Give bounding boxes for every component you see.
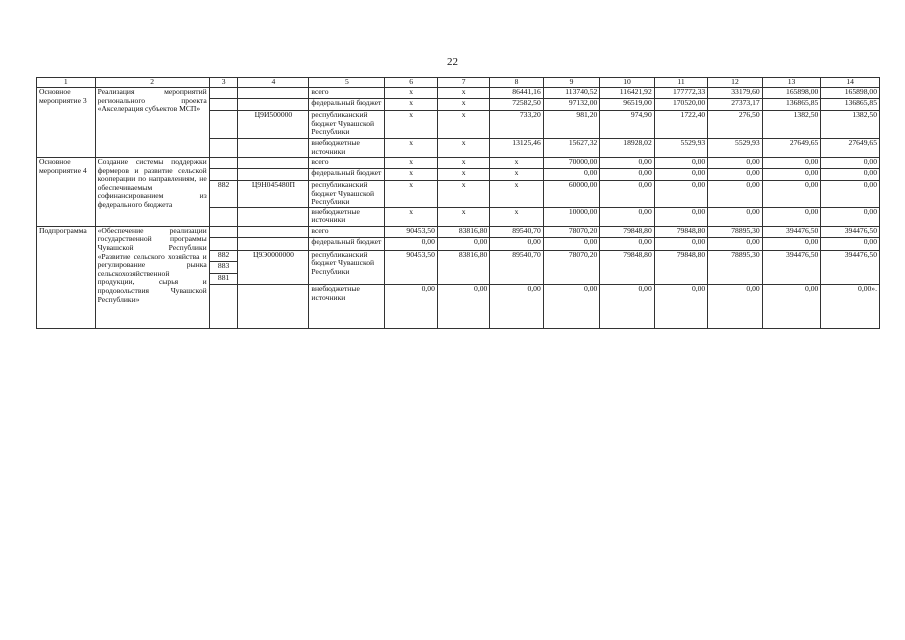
value-cell: 0,00	[708, 207, 762, 226]
budget-code-cell: Ц9Н045480П	[238, 181, 309, 208]
table-row	[37, 158, 880, 169]
value-cell: x	[437, 88, 489, 99]
value-cell: 394476,50	[762, 250, 821, 285]
admin-code-cell	[209, 99, 238, 111]
value-cell: 0,00	[708, 158, 762, 169]
budget-table	[36, 77, 880, 329]
value-cell: 116421,92	[600, 88, 654, 99]
funding-source-cell: республиканский бюджет Чувашской Республики	[309, 181, 385, 208]
value-cell: 165898,00	[762, 88, 821, 99]
admin-code-cell	[209, 88, 238, 99]
value-cell: x	[385, 99, 437, 111]
value-cell: x	[437, 111, 489, 139]
value-cell: x	[490, 169, 543, 181]
measure-description-cell: Создание системы поддержки фермеров и развитие сельской кооперации по направлениям, не обеспечиваемым софинансированием из федерального бюджета	[95, 158, 209, 227]
value-cell: 5529,93	[654, 139, 707, 158]
value-cell: 0,00	[490, 285, 543, 329]
value-cell: x	[385, 181, 437, 208]
value-cell: 1382,50	[821, 111, 880, 139]
budget-code-cell	[238, 99, 309, 111]
value-cell: 10000,00	[543, 207, 600, 226]
value-cell: x	[385, 158, 437, 169]
value-cell: 0,00	[708, 237, 762, 250]
value-cell: 276,50	[708, 111, 762, 139]
value-cell: 0,00».	[821, 285, 880, 329]
value-cell: 0,00	[543, 237, 600, 250]
value-cell: x	[490, 181, 543, 208]
header-cell: 5	[309, 78, 385, 88]
table-row	[37, 88, 880, 99]
value-cell: 96519,00	[600, 99, 654, 111]
header-cell: 10	[600, 78, 654, 88]
header-cell: 6	[385, 78, 437, 88]
admin-code: 881	[217, 272, 230, 282]
value-cell: 0,00	[821, 181, 880, 208]
value-cell: 0,00	[762, 285, 821, 329]
value-cell: 0,00	[821, 207, 880, 226]
value-cell: 0,00	[821, 158, 880, 169]
value-cell: 136865,85	[762, 99, 821, 111]
admin-code-cell	[209, 207, 238, 226]
value-cell: 0,00	[600, 207, 654, 226]
budget-code-cell	[238, 207, 309, 226]
value-cell: 0,00	[437, 285, 489, 329]
value-cell: 165898,00	[821, 88, 880, 99]
value-cell: 136865,85	[821, 99, 880, 111]
value-cell: 83816,80	[437, 226, 489, 237]
funding-source-cell: федеральный бюджет	[309, 99, 385, 111]
value-cell: 0,00	[600, 237, 654, 250]
header-cell: 14	[821, 78, 880, 88]
value-cell: x	[437, 99, 489, 111]
header-cell: 4	[238, 78, 309, 88]
measure-name-cell: Подпрограмма	[37, 226, 96, 329]
value-cell: 0,00	[654, 285, 707, 329]
header-row	[37, 78, 880, 88]
budget-code-cell	[238, 237, 309, 250]
value-cell: 15627,32	[543, 139, 600, 158]
value-cell: 78895,30	[708, 226, 762, 237]
value-cell: 27373,17	[708, 99, 762, 111]
value-cell: 113740,52	[543, 88, 600, 99]
value-cell: x	[385, 207, 437, 226]
budget-code-cell	[238, 88, 309, 99]
funding-source-cell: всего	[309, 226, 385, 237]
budget-code-cell	[238, 226, 309, 237]
value-cell: 0,00	[821, 237, 880, 250]
admin-code-cell	[209, 139, 238, 158]
value-cell: x	[385, 111, 437, 139]
value-cell: 0,00	[762, 181, 821, 208]
value-cell: 79848,80	[654, 250, 707, 285]
header-cell: 2	[95, 78, 209, 88]
value-cell: x	[385, 88, 437, 99]
funding-source-cell: республиканский бюджет Чувашской Республики	[309, 111, 385, 139]
value-cell: 394476,50	[762, 226, 821, 237]
header-cell: 13	[762, 78, 821, 88]
admin-code-cell	[209, 250, 238, 285]
value-cell: 0,00	[762, 169, 821, 181]
value-cell: 0,00	[600, 285, 654, 329]
value-cell: 78895,30	[708, 250, 762, 285]
value-cell: 0,00	[762, 207, 821, 226]
value-cell: 13125,46	[490, 139, 543, 158]
value-cell: 18928,02	[600, 139, 654, 158]
budget-code-cell	[238, 139, 309, 158]
admin-code-cell	[209, 237, 238, 250]
value-cell: 89540,70	[490, 226, 543, 237]
value-cell: 79848,80	[654, 226, 707, 237]
value-cell: 0,00	[600, 158, 654, 169]
header-cell: 1	[37, 78, 96, 88]
value-cell: 0,00	[600, 181, 654, 208]
budget-code-cell: Ц9Э0000000	[238, 250, 309, 285]
header-cell: 8	[490, 78, 543, 88]
value-cell: 0,00	[600, 169, 654, 181]
funding-source-cell: федеральный бюджет	[309, 237, 385, 250]
value-cell: x	[385, 139, 437, 158]
value-cell: 0,00	[762, 158, 821, 169]
admin-code-cell	[209, 226, 238, 237]
value-cell: 78070,20	[543, 250, 600, 285]
table-row	[37, 226, 880, 237]
funding-source-cell: республиканский бюджет Чувашской Республики	[309, 250, 385, 285]
value-cell: 394476,50	[821, 250, 880, 285]
value-cell: 0,00	[762, 237, 821, 250]
value-cell: x	[437, 158, 489, 169]
value-cell: 1382,50	[762, 111, 821, 139]
value-cell: 0,00	[654, 169, 707, 181]
value-cell: 33179,60	[708, 88, 762, 99]
value-cell: 86441,16	[490, 88, 543, 99]
value-cell: 78070,20	[543, 226, 600, 237]
value-cell: 981,20	[543, 111, 600, 139]
funding-source-cell: федеральный бюджет	[309, 169, 385, 181]
value-cell: 0,00	[490, 237, 543, 250]
value-cell: x	[490, 207, 543, 226]
value-cell: 97132,00	[543, 99, 600, 111]
value-cell: 733,20	[490, 111, 543, 139]
admin-code-cell	[209, 169, 238, 181]
value-cell: 0,00	[654, 181, 707, 208]
value-cell: 0,00	[543, 169, 600, 181]
header-cell: 12	[708, 78, 762, 88]
value-cell: 79848,80	[600, 250, 654, 285]
funding-source-cell: внебюджетные источники	[309, 139, 385, 158]
value-cell: x	[490, 158, 543, 169]
admin-code-cell	[209, 285, 238, 329]
value-cell: 90453,50	[385, 226, 437, 237]
value-cell: 27649,65	[762, 139, 821, 158]
value-cell: 70000,00	[543, 158, 600, 169]
value-cell: 170520,00	[654, 99, 707, 111]
admin-code: 883	[210, 262, 238, 274]
value-cell: 0,00	[385, 285, 437, 329]
budget-code-cell	[238, 158, 309, 169]
budget-code-cell	[238, 285, 309, 329]
value-cell: 79848,80	[600, 226, 654, 237]
measure-description-cell: Реализация мероприятий регионального проекта «Акселерация субъектов МСП»	[95, 88, 209, 158]
value-cell: 0,00	[543, 285, 600, 329]
value-cell: 0,00	[654, 158, 707, 169]
measure-description-cell: «Обеспечение реализации государственной программы Чувашской Республики «Развитие сельского хозяйства и регулирование рынка сельскохозяйственной продукции, сырья и продовольствия Чувашской Республики»	[95, 226, 209, 329]
value-cell: x	[437, 139, 489, 158]
measure-name-cell: Основное мероприятие 3	[37, 88, 96, 158]
value-cell: 974,90	[600, 111, 654, 139]
funding-source-cell: всего	[309, 88, 385, 99]
value-cell: 0,00	[821, 169, 880, 181]
admin-code: 882	[210, 251, 238, 263]
admin-code-cell	[209, 158, 238, 169]
value-cell: 5529,93	[708, 139, 762, 158]
value-cell: 1722,40	[654, 111, 707, 139]
value-cell: 0,00	[708, 285, 762, 329]
measure-name-cell: Основное мероприятие 4	[37, 158, 96, 227]
header-cell: 3	[209, 78, 238, 88]
header-cell: 11	[654, 78, 707, 88]
budget-code-cell	[238, 169, 309, 181]
value-cell: 394476,50	[821, 226, 880, 237]
value-cell: 89540,70	[490, 250, 543, 285]
value-cell: 0,00	[437, 237, 489, 250]
budget-code-cell: Ц9И500000	[238, 111, 309, 139]
value-cell: x	[437, 207, 489, 226]
funding-source-cell: внебюджетные источники	[309, 285, 385, 329]
value-cell: 72582,50	[490, 99, 543, 111]
value-cell: 177772,33	[654, 88, 707, 99]
value-cell: x	[437, 181, 489, 208]
header-cell: 9	[543, 78, 600, 88]
value-cell: x	[437, 169, 489, 181]
admin-code-cell: 882	[209, 181, 238, 208]
value-cell: 0,00	[708, 181, 762, 208]
value-cell: 0,00	[708, 169, 762, 181]
funding-source-cell: внебюджетные источники	[309, 207, 385, 226]
value-cell: 83816,80	[437, 250, 489, 285]
funding-source-cell: всего	[309, 158, 385, 169]
value-cell: 27649,65	[821, 139, 880, 158]
value-cell: 0,00	[385, 237, 437, 250]
value-cell: x	[385, 169, 437, 181]
admin-code-cell	[209, 111, 238, 139]
value-cell: 0,00	[654, 207, 707, 226]
value-cell: 90453,50	[385, 250, 437, 285]
value-cell: 0,00	[654, 237, 707, 250]
page-number: 22	[447, 56, 458, 68]
header-cell: 7	[437, 78, 489, 88]
value-cell: 60000,00	[543, 181, 600, 208]
